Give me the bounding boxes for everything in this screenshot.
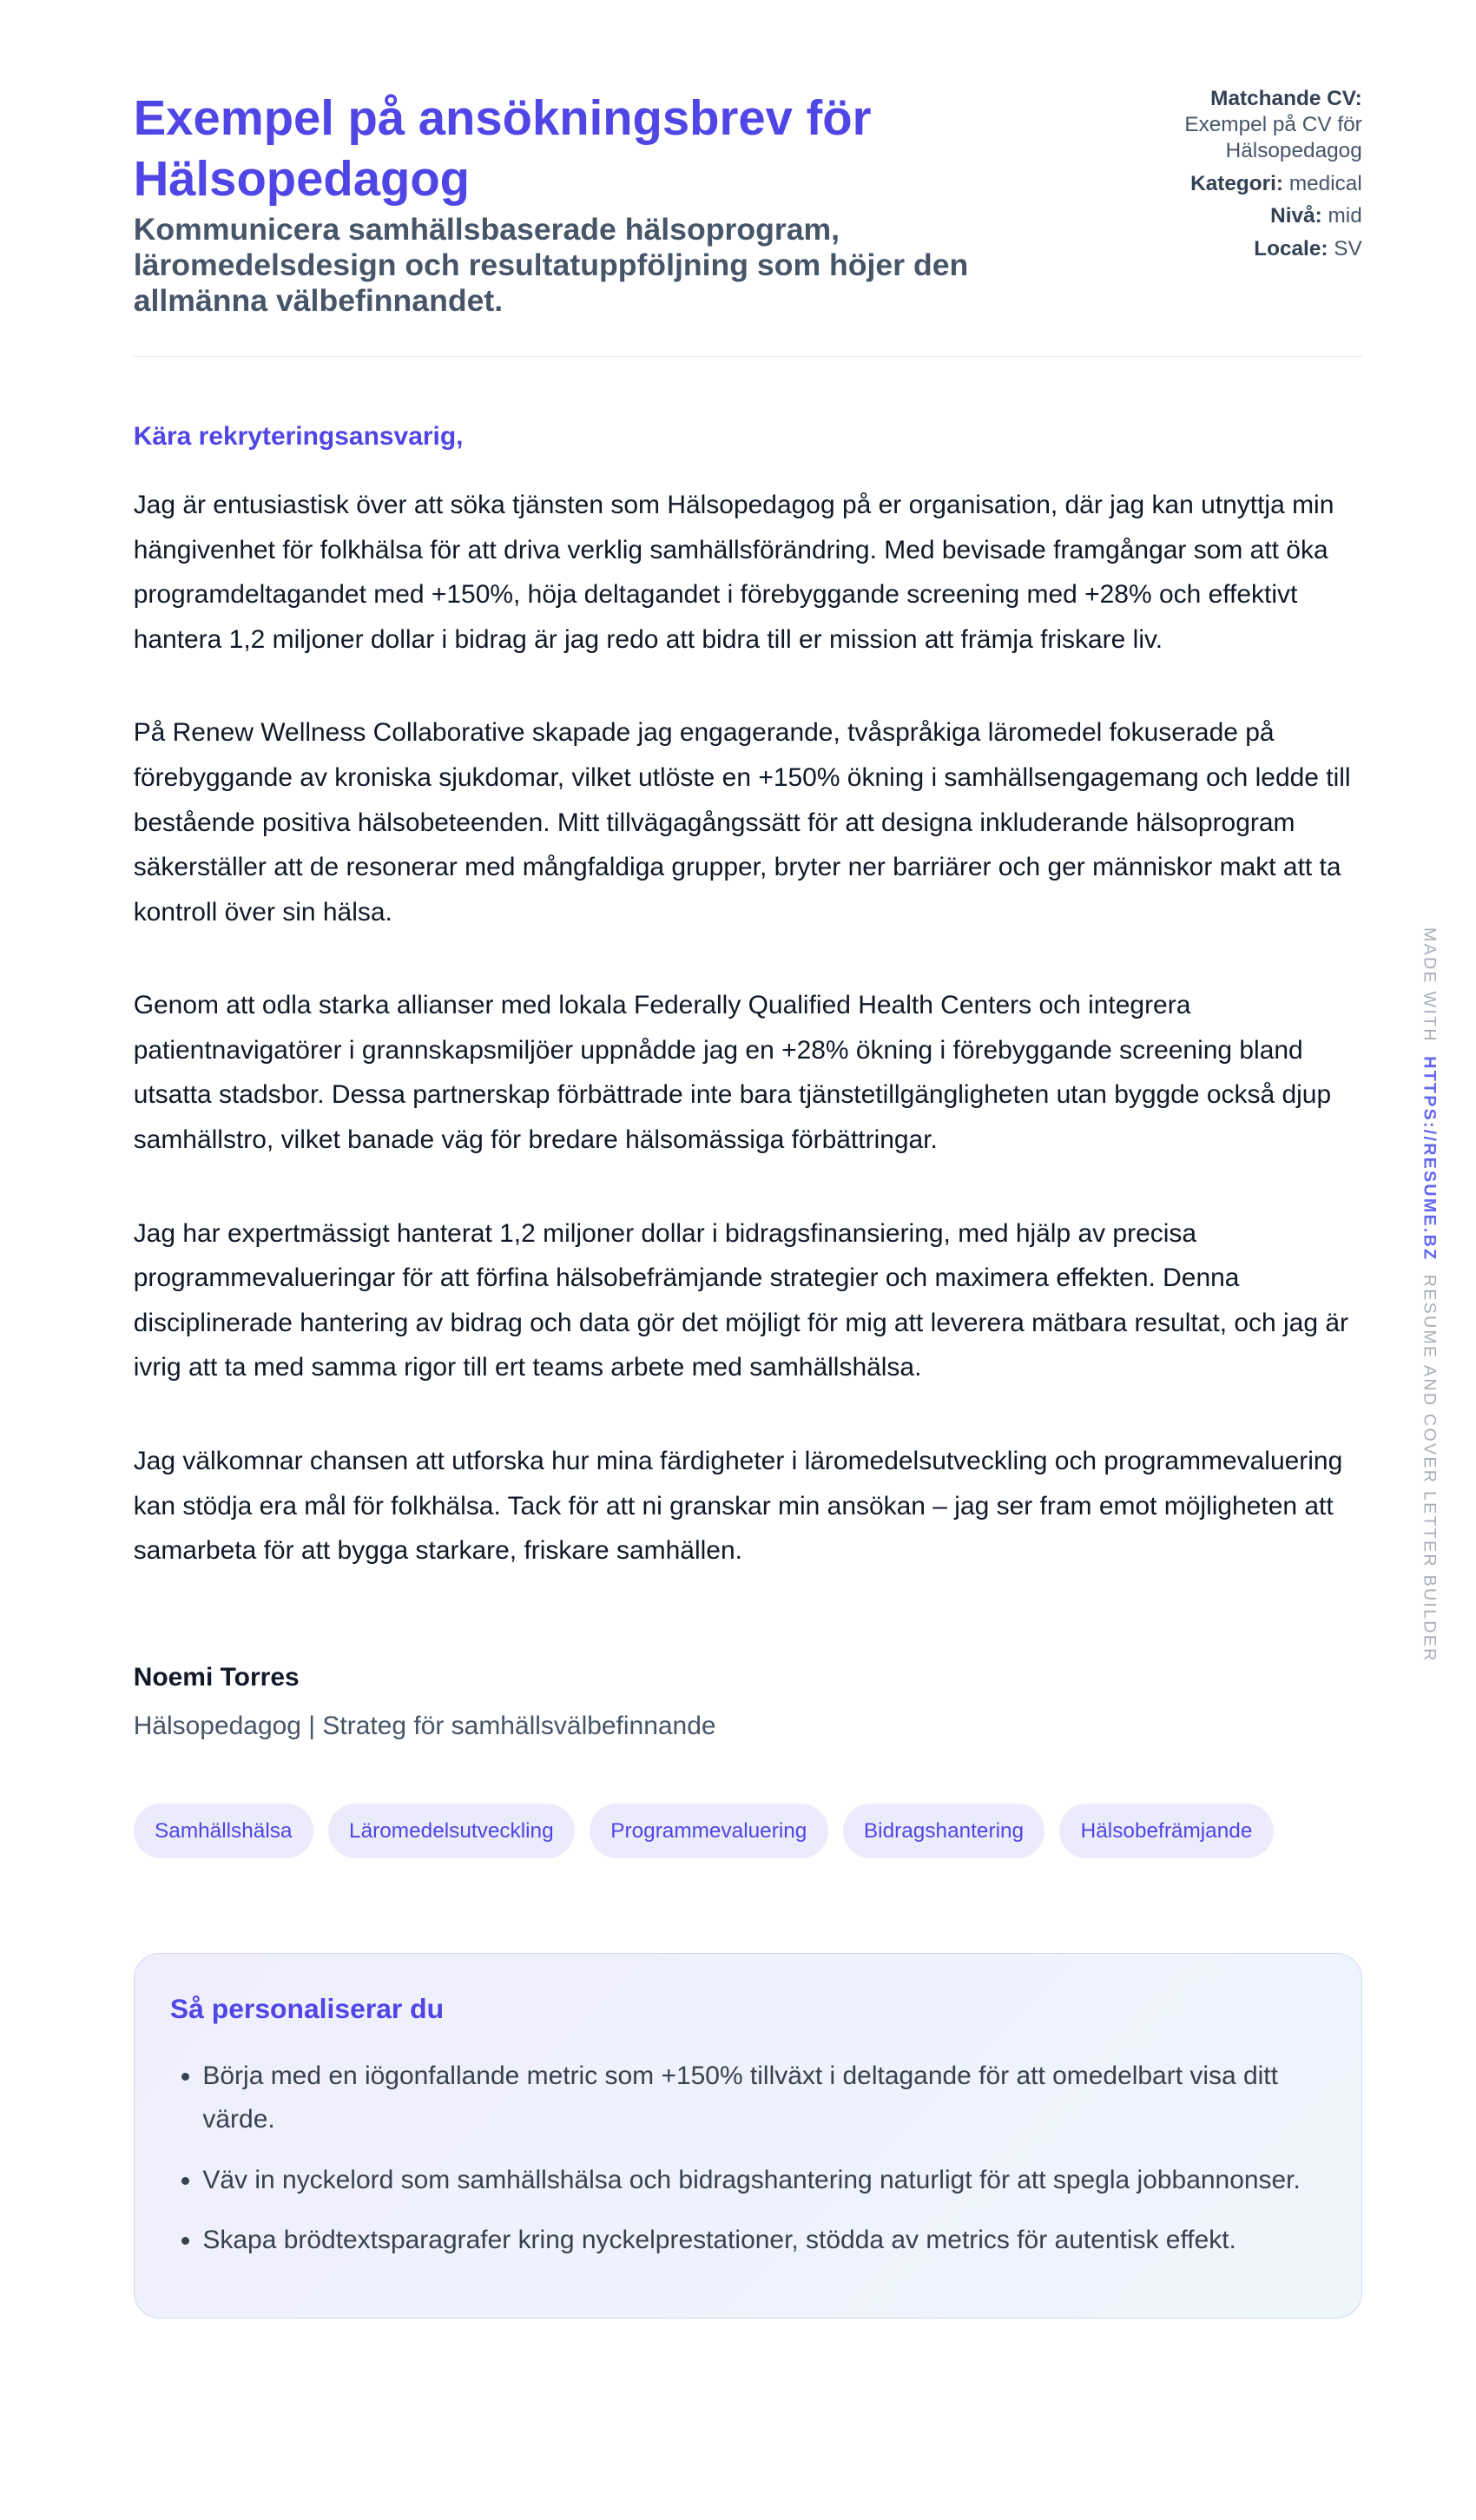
locale-label: Locale: (1254, 236, 1328, 261)
tip-item: • Väv in nyckelord som samhällshälsa och bidragshantering naturligt för att spegla jobbannonser. (202, 2159, 1325, 2203)
tag: Hälsobefrämjande (1059, 1804, 1273, 1859)
tag: Läromedelsutveckling (328, 1804, 575, 1859)
locale-value: SV (1334, 236, 1362, 261)
paragraph: Genom att odla starka allianser med lokala Federally Qualified Health Centers och integrera patientnavigatörer i grannskapsmiljöer uppnådde jag en +28% ökning i förebyggande screening bland utsatta stadsbor. Dessa partnerskap förbättrade inte bara tjänstetillgängligheten utan byggde också djup samhällstro, vilket banade väg för bredare hälsomässiga förbättringar. (133, 991, 1332, 1155)
cover-letter (134, 0, 1362, 2319)
header (134, 0, 1362, 357)
page-subtitle: Kommunicera samhällsbaserade hälsoprogram, läromedelsdesign och resultatuppföljning som höjer den allmänna välbefinnandet. (133, 211, 969, 319)
watermark (1419, 927, 1439, 1663)
tips-box (134, 1953, 1362, 2319)
category-value: medical (1288, 171, 1362, 195)
watermark-prefix: MADE WITH (1420, 927, 1440, 1044)
tag: Bidragshantering (843, 1804, 1045, 1859)
tip-item: • Skapa brödtextsparagrafer kring nyckelprestationer, stödda av metrics för autentisk effekt. (202, 2219, 1325, 2263)
level-value: mid (1328, 204, 1362, 228)
paragraph: Jag har expertmässigt hanterat 1,2 miljoner dollar i bidragsfinansiering, med hjälp av precisa programmevalueringar för att förfina hälsobefrämjande strategier och maximera effekten. Denna disciplinerade hantering av bidrag och data gör det möjligt för mig att leverera mätbara resultat, och jag är ivrig att ta med samma rigor till ert teams arbete med samhällshälsa. (133, 1218, 1348, 1382)
signature-name: Noemi Torres (133, 1662, 300, 1692)
paragraph: Jag välkomnar chansen att utforska hur mina färdigheter i läromedelsutveckling och programmevaluering kan stödja era mål för folkhälsa. Tack för att ni granskar min ansökan – jag ser fram emot möjligheten att samarbeta för att bygga starkare, friskare samhällen. (133, 1447, 1343, 1566)
paragraph: Jag är entusiastisk över att söka tjänsten som Hälsopedagog på er organisation, där jag kan utnyttja min hängivenhet för folkhälsa för att driva verklig samhällsförändring. Med bevisade framgångar som att öka programdeltagandet med +150%, höja deltagandet i förebyggande screening med +28% och effektivt hantera 1,2 miljoner dollar i bidrag är jag redo att bidra till er mission att främja friskare liv. (133, 491, 1334, 654)
tag: Samhällshälsa (134, 1804, 313, 1859)
cv-label: Matchande CV: (1210, 87, 1362, 111)
greeting: Kära rekryteringsansvarig, (133, 422, 464, 452)
tips-heading: Så personaliserar du (169, 1993, 445, 2025)
paragraph: På Renew Wellness Collaborative skapade jag engagerande, tvåspråkiga läromedel fokuserade på förebyggande av kroniska sjukdomar, vilket utlöste en +150% ökning i samhällsengagemang och ledde till bestående positiva hälsobeteenden. Mitt tillvägagångssätt för att designa inkluderande hälsoprogram säkerställer att de resonerar med mångfaldiga grupper, bryter ner barriärer och ger människor makt att ta kontroll över sin hälsa. (133, 718, 1351, 927)
tips-list (170, 2055, 1326, 2263)
category-label: Kategori: (1190, 171, 1284, 195)
tag-list (134, 1804, 1362, 1859)
tag: Programmevaluering (590, 1804, 828, 1859)
meta-info (1118, 86, 1362, 268)
page-title: Exempel på ansökningsbrev för Hälsopedagog (133, 90, 872, 206)
tip-item: • Börja med en iögonfallande metric som +150% tillväxt i deltagande för att omedelbart visa ditt värde. (202, 2055, 1325, 2142)
signature-title: Hälsopedagog | Strateg för samhällsvälbefinnande (133, 1712, 716, 1741)
level-label: Nivå: (1270, 204, 1322, 228)
cv-link[interactable]: Exempel på CV för Hälsopedagog (1184, 113, 1362, 163)
watermark-link[interactable]: HTTPS://RESUME.BZ (1420, 1056, 1440, 1262)
watermark-suffix: RESUME AND COVER LETTER BUILDER (1420, 1275, 1440, 1663)
